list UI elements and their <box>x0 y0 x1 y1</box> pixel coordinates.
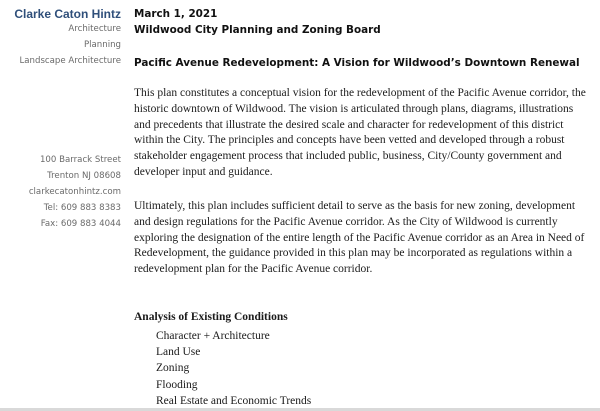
list-item: Real Estate and Economic Trends <box>156 394 312 407</box>
firm-name: Clarke Caton Hintz <box>14 7 121 21</box>
discipline-architecture: Architecture <box>68 24 121 34</box>
letter-subject: Pacific Avenue Redevelopment: A Vision for Wildwood’s Downtown Renewal <box>134 57 580 69</box>
contact-phone: Tel: 609 883 8383 <box>43 203 121 213</box>
body-paragraph: Ultimately, this plan includes sufficient detail to serve as the basis for new zoning, development and design regulations for the Pacific Avenue corridor. As the City of Wildwood is currently exploring the designation of the entire length of the Pacific Avenue corridor as an Area in Need of Redevelopment, the guidance provided in this plan may be incorporated as regulations within a redevelopment plan for the Pacific Avenue corridor. <box>134 200 585 276</box>
letter-date: March 1, 2021 <box>134 8 218 20</box>
list-item: Flooding <box>156 378 198 391</box>
list-item: Zoning <box>156 362 190 375</box>
discipline-planning: Planning <box>83 40 121 50</box>
list-item: Land Use <box>156 346 201 359</box>
letter-recipient: Wildwood City Planning and Zoning Board <box>134 24 381 36</box>
body-paragraph: This plan constitutes a conceptual vision for the redevelopment of the Pacific Avenue corridor, the historic downtown of Wildwood. The vision is articulated through plans, diagrams, illustrations and precedents that illustrate the desired scale and character for redevelopment of this district within the City. The principles and concepts have been vetted and developed through a robust stakeholder engagement process that included public, business, City/County government and developer input and guidance. <box>134 87 586 178</box>
list-item: Character + Architecture <box>156 330 270 342</box>
discipline-landscape-architecture: Landscape Architecture <box>19 56 121 66</box>
contact-city: Trenton NJ 08608 <box>47 171 121 181</box>
analysis-heading: Analysis of Existing Conditions <box>134 311 288 323</box>
contact-website: clarkecatonhintz.com <box>28 187 121 197</box>
contact-street: 100 Barrack Street <box>39 155 121 165</box>
contact-fax: Fax: 609 883 4044 <box>40 219 121 229</box>
analysis-list <box>156 328 311 409</box>
